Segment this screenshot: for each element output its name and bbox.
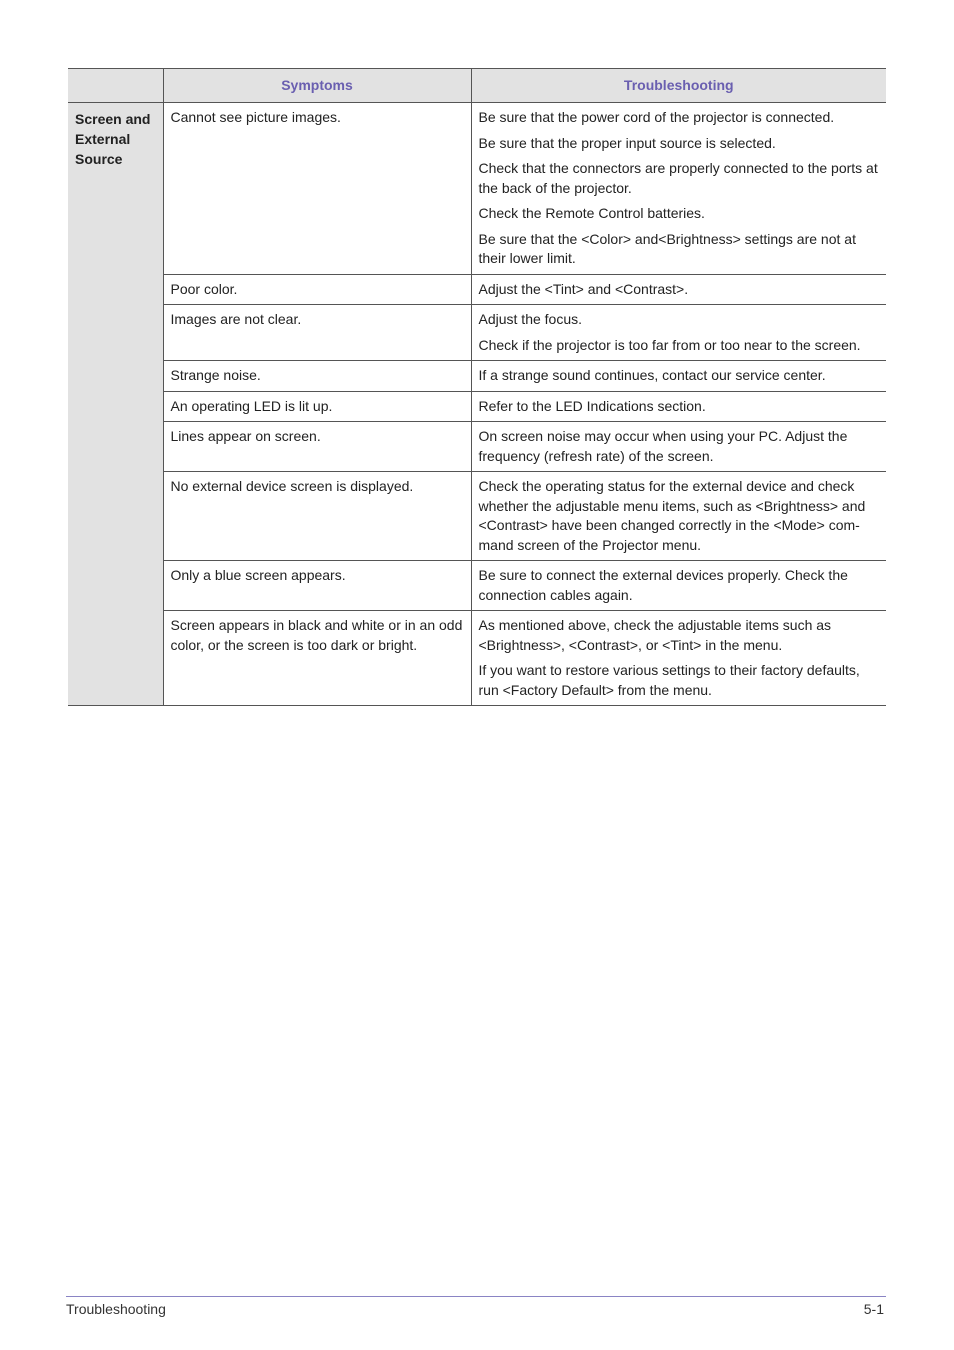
troubleshooting-cell: [471, 472, 886, 561]
footer-section-title: Troubleshooting: [66, 1301, 166, 1317]
header-symptoms: Symptoms: [163, 69, 471, 103]
solution-text: Be sure that the <Color> and<Brightness> settings are not at their lower limit.: [478, 230, 856, 266]
table-row: [68, 472, 886, 561]
table-row: [68, 611, 886, 706]
table-row: [68, 391, 886, 422]
solution-text: Check the Remote Control batteries.: [478, 205, 705, 221]
troubleshooting-table-wrapper: [68, 68, 886, 706]
solution-text: Check if the projector is too far from or too near to the screen.: [478, 336, 861, 353]
table-header-row: [68, 69, 886, 103]
symptom-cell: Strange noise.: [163, 361, 471, 392]
troubleshooting-cell: [471, 561, 886, 611]
table-row: [68, 361, 886, 392]
symptom-cell: Screen appears in black and white or in an odd color, or the screen is too dark or bright.: [163, 611, 471, 706]
solution-text: Check the operating status for the external device and check whether the adjustable menu items, such as <Brightness> and <Contrast> have been changed correctly in the <Mode> com-mand screen of the Projector menu.: [478, 478, 866, 553]
solution-text: Be sure to connect the external devices properly. Check the connection cables again.: [478, 567, 848, 603]
symptom-cell: Poor color.: [163, 274, 471, 305]
symptom-cell: Cannot see picture images.: [163, 103, 471, 275]
solution-text: As mentioned above, check the adjustable items such as <Brightness>, <Contrast>, or <Tint> in the menu.: [478, 617, 832, 653]
solution-text: Be sure that the proper input source is selected.: [478, 134, 776, 151]
table-row: [68, 103, 886, 275]
solution-text: If you want to restore various settings to their factory defaults, run <Factory Default> from the menu.: [478, 662, 860, 698]
solution-text: Be sure that the power cord of the projector is connected.: [478, 109, 835, 125]
troubleshooting-cell: [471, 274, 886, 305]
table-body: [68, 103, 886, 706]
troubleshooting-cell: [471, 422, 886, 472]
solution-text: On screen noise may occur when using your PC. Adjust the frequency (refresh rate) of the screen.: [478, 428, 848, 464]
solution-text: Adjust the <Tint> and <Contrast>.: [478, 280, 689, 297]
troubleshooting-table: [68, 68, 886, 706]
troubleshooting-cell: [471, 611, 886, 706]
symptom-cell: Lines appear on screen.: [163, 422, 471, 472]
solution-text: Refer to the LED Indications section.: [478, 397, 706, 414]
table-row: [68, 422, 886, 472]
symptom-cell: Images are not clear.: [163, 305, 471, 361]
symptom-cell: An operating LED is lit up.: [163, 391, 471, 422]
category-cell: Screen and External Source: [68, 103, 163, 706]
footer-divider: [66, 1296, 886, 1297]
table-row: [68, 274, 886, 305]
troubleshooting-cell: [471, 361, 886, 392]
symptom-cell: Only a blue screen appears.: [163, 561, 471, 611]
troubleshooting-cell: [471, 305, 886, 361]
troubleshooting-cell: [471, 391, 886, 422]
symptom-cell: No external device screen is displayed.: [163, 472, 471, 561]
table-row: [68, 305, 886, 361]
footer-page-number: 5-1: [863, 1301, 884, 1317]
solution-text: If a strange sound continues, contact our service center.: [478, 367, 826, 383]
solution-text: Check that the connectors are properly connected to the ports at the back of the projector.: [478, 160, 878, 196]
solution-text: Adjust the focus.: [478, 311, 583, 327]
troubleshooting-cell: [471, 103, 886, 275]
header-troubleshooting: Troubleshooting: [471, 69, 886, 103]
header-category: [68, 69, 163, 103]
table-row: [68, 561, 886, 611]
